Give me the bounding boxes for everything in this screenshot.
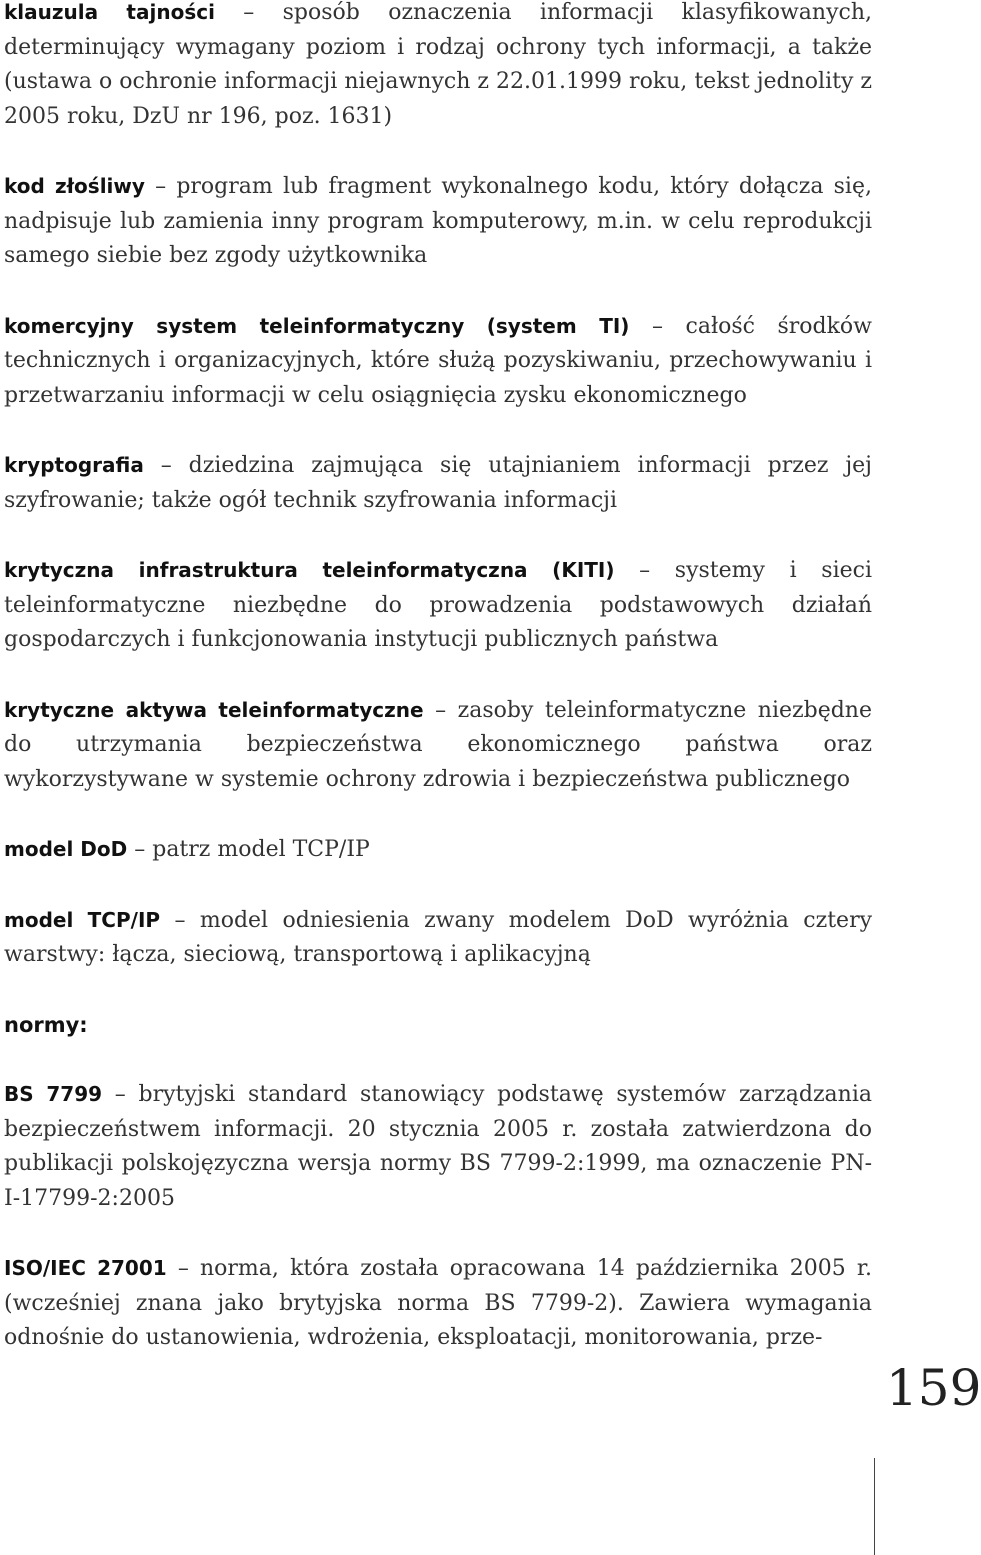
entry-dash: – <box>243 0 255 25</box>
section-heading-normy: normy: <box>4 1012 88 1037</box>
entry-term: kryptografia <box>4 453 144 477</box>
page-number: 159 <box>886 1359 981 1417</box>
glossary-entry-kod-zlosliwy <box>4 169 872 274</box>
glossary-entry-kiti <box>4 553 872 658</box>
entry-dash: – <box>435 697 447 723</box>
glossary-entry-model-tcp-ip <box>4 903 872 973</box>
entry-dash: – <box>651 313 663 339</box>
glossary-content <box>4 0 872 1391</box>
entry-term: kod złośliwy <box>4 174 145 198</box>
entry-term: model TCP/IP <box>4 907 161 932</box>
margin-rule <box>874 1458 875 1555</box>
entry-dash: – <box>174 907 186 933</box>
entry-definition: systemy i sieci teleinformatyczne niezbędne do prowadzenia podstawowych działań gospodarczych i funkcjonowania instytucji publicznych państwa <box>4 558 872 652</box>
entry-definition: patrz model TCP/IP <box>152 837 370 862</box>
entry-definition: całość środków technicznych i organizacyjnych, które służą pozyskiwaniu, przechowywaniu i przetwarzaniu informacji w celu osiągnięcia zysku ekonomicznego <box>4 313 872 408</box>
entry-definition: dziedzina zajmująca się utajnianiem informacji przez jej szyfrowanie; także ogół technik szyfrowania informacji <box>4 453 872 513</box>
entry-term: model DoD <box>4 837 128 861</box>
entry-term: komercyjny system teleinformatyczny (system TI) <box>4 313 630 338</box>
entry-dash: – <box>114 1082 126 1107</box>
entry-definition: norma, która została opracowana 14 października 2005 r. (wcześniej znana jako brytyjska norma BS 7799-2). Zawiera wymagania odnośnie do ustanowienia, wdrożenia, eksploatacji, monitorowania, prze- <box>4 1256 872 1350</box>
glossary-entry-model-dod <box>4 832 872 868</box>
glossary-entry-krytyczne-aktywa <box>4 693 872 798</box>
entry-definition: model odniesienia zwany modelem DoD wyróżnia cztery warstwy: łącza, sieciową, transportową i aplikacyjną <box>4 907 873 967</box>
entry-dash: – <box>160 453 172 478</box>
entry-term: BS 7799 <box>4 1082 103 1106</box>
entry-definition: zasoby teleinformatyczne niezbędne do utrzymania bezpieczeństwa ekonomicznego państwa oraz wykorzystywane w systemie ochrony zdrowia i bezpieczeństwa publicznego <box>4 697 872 792</box>
entry-dash: – <box>639 558 651 583</box>
glossary-entry-iso-iec-27001 <box>4 1251 872 1356</box>
glossary-entry-kryptografia <box>4 448 872 518</box>
entry-term: klauzula tajności <box>4 0 215 24</box>
entry-definition: program lub fragment wykonalnego kodu, który dołącza się, nadpisuje lub zamienia inny program komputerowy, m.in. w celu reprodukcji samego siebie bez zgody użytkownika <box>4 174 872 268</box>
entry-dash: – <box>155 174 167 199</box>
glossary-entry-bs-7799 <box>4 1077 872 1216</box>
entry-dash: – <box>134 837 146 862</box>
entry-term: krytyczne aktywa teleinformatyczne <box>4 697 424 722</box>
entry-definition: sposób oznaczenia informacji klasyfikowanych, determinujący wymagany poziom i rodzaj ochrony tych informacji, a także (ustawa o ochronie informacji niejawnych z 22.01.1999 roku, tekst jednolity z 2005 roku, DzU nr 196, poz. 1631) <box>4 0 872 129</box>
entry-definition: brytyjski standard stanowiący podstawę systemów zarządzania bezpieczeństwem informacji. 20 stycznia 2005 r. została zatwierdzona do publikacji polskojęzyczna wersja normy BS 7799-2:1999, ma oznaczenie PN-I-17799-2:2005 <box>4 1082 872 1211</box>
entry-term: krytyczna infrastruktura teleinformatyczna (KITI) <box>4 558 615 582</box>
entry-term: ISO/IEC 27001 <box>4 1256 167 1280</box>
entry-dash: – <box>177 1256 189 1281</box>
glossary-entry-klauzula-tajnosci <box>4 0 872 134</box>
glossary-entry-komercyjny-system <box>4 309 872 414</box>
